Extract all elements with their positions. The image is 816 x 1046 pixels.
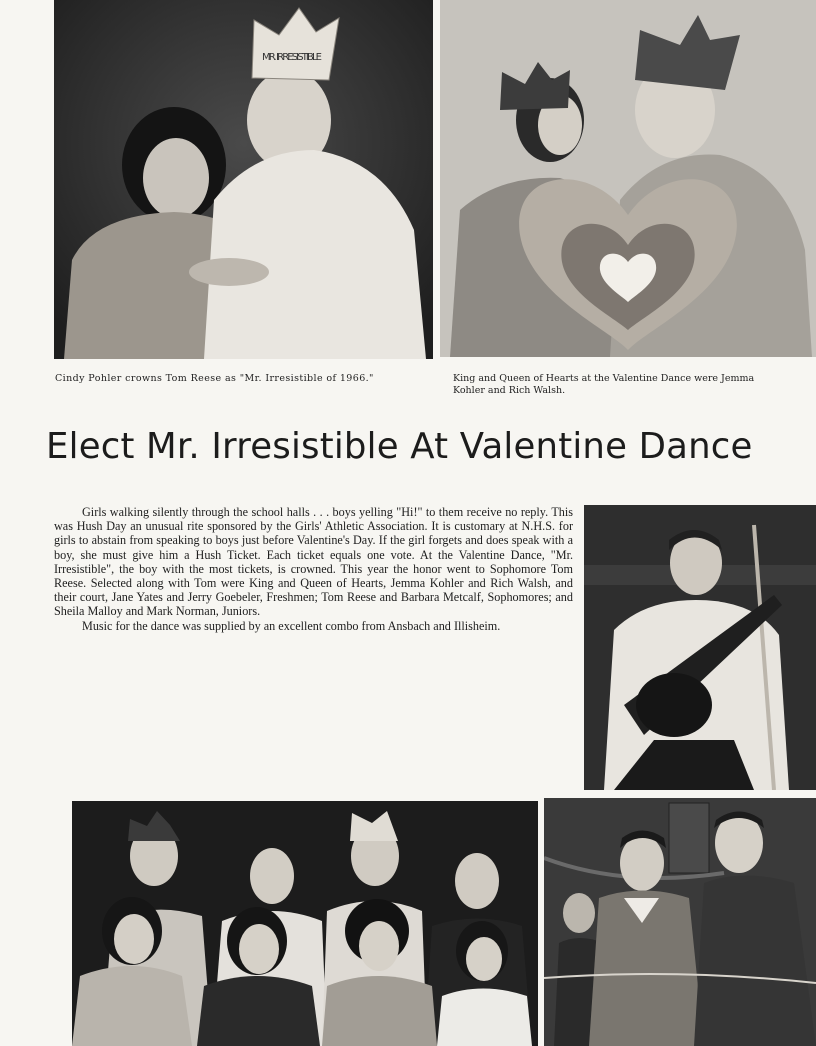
caption-king-queen: King and Queen of Hearts at the Valentine Dance were Jemma Kohler and Rich Walsh. [453,373,755,396]
crown-lettering: MR. IRRESISTIBLE [262,52,322,63]
article-paragraph: Music for the dance was supplied by an excellent combo from Ansbach and Illisheim. [82,618,501,633]
photo-boys [544,798,816,1046]
photo-crowning [54,0,433,359]
photo-guitarist [584,505,816,790]
caption-crowning: Cindy Pohler crowns Tom Reese as "Mr. Irresistible of 1966." [55,373,374,384]
photo-court [72,801,538,1046]
page-title: Elect Mr. Irresistible At Valentine Dance [46,426,753,467]
photo-king-queen [440,0,816,357]
article-body [54,505,573,633]
article-paragraph: Girls walking silently through the school halls . . . boys yelling "Hi!" to them receive no reply. This was Hush Day an unusual rite sponsored by the Girls' Athletic Association. It is customary at N.H.S. for girls to abstain from speaking to boys just before Valentine's Day. If the girl forgets and does speak with a boy, she must give him a Hush Ticket. Each ticket equals one vote. At the Valentine Dance, "Mr. Irresistible", the boy with the most tickets, is crowned. This year the honor went to Sophomore Tom Reese. Selected along with Tom were King and Queen of Hearts, Jemma Kohler and Rich Walsh, and their court, Jane Yates and Jerry Goebeler, Freshmen; Tom Reese and Barbara Metcalf, Sophomores; and Sheila Malloy and Mark Norman, Juniors. [54,505,573,619]
